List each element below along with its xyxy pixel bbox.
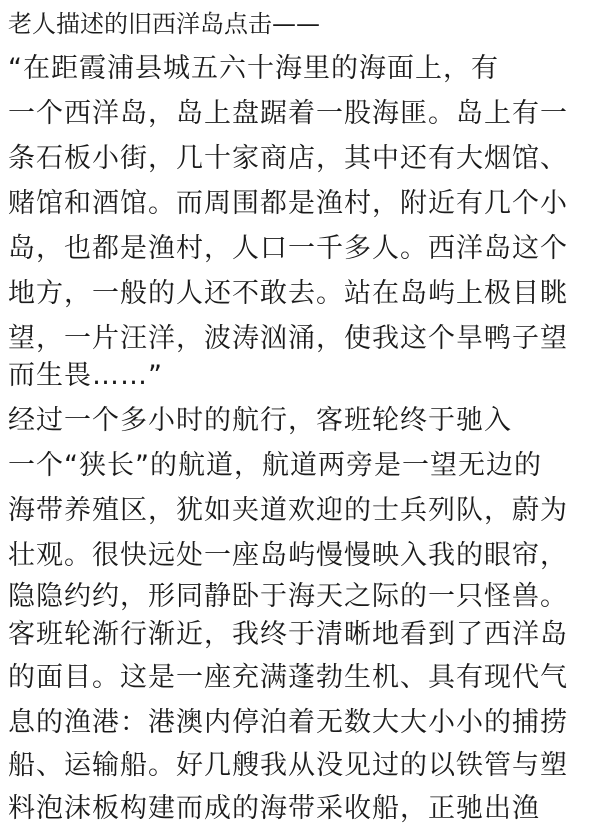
text-line-8: 而生畏……” [8, 360, 163, 391]
text-line-6: 地方，一般的人还不敢去。站在岛屿上极目眺 [8, 278, 568, 309]
text-line-18: 料泡沫板构建而成的海带采收船，正驰出渔 [8, 793, 540, 824]
text-line-11: 海带养殖区，犹如夹道欢迎的士兵列队，蔚为 [8, 495, 568, 526]
text-line-4: 赌馆和酒馆。而周围都是渔村，附近有几个小 [8, 188, 568, 219]
text-line-9: 经过一个多小时的航行，客班轮终于驰入 [8, 405, 512, 436]
text-line-3: 条石板小街，几十家商店，其中还有大烟馆、 [8, 143, 568, 174]
text-line-15: 的面目。这是一座充满蓬勃生机、具有现代气 [8, 662, 568, 693]
document-heading: 老人描述的旧西洋岛点击—— [8, 10, 320, 38]
text-line-12: 壮观。很快远处一座岛屿慢慢映入我的眼帘， [8, 540, 568, 571]
text-line-10: 一个“狭长”的航道，航道两旁是一望无边的 [8, 450, 542, 481]
text-line-14: 客班轮渐行渐近，我终于清晰地看到了西洋岛 [8, 619, 568, 650]
text-line-1: “在距霞浦县城五六十海里的海面上，有 [8, 53, 499, 84]
text-line-16: 息的渔港：港澳内停泊着无数大大小小的捕捞 [8, 707, 568, 738]
text-line-5: 岛，也都是渔村，人口一千多人。西洋岛这个 [8, 233, 568, 264]
text-line-2: 一个西洋岛，岛上盘踞着一股海匪。岛上有一 [8, 98, 568, 129]
text-line-7: 望，一片汪洋，波涛汹涌，使我这个旱鸭子望 [8, 323, 568, 354]
text-line-13: 隐隐约约，形同静卧于海天之际的一只怪兽。 [8, 581, 568, 612]
text-line-17: 船、运输船。好几艘我从没见过的以铁管与塑 [8, 750, 568, 781]
